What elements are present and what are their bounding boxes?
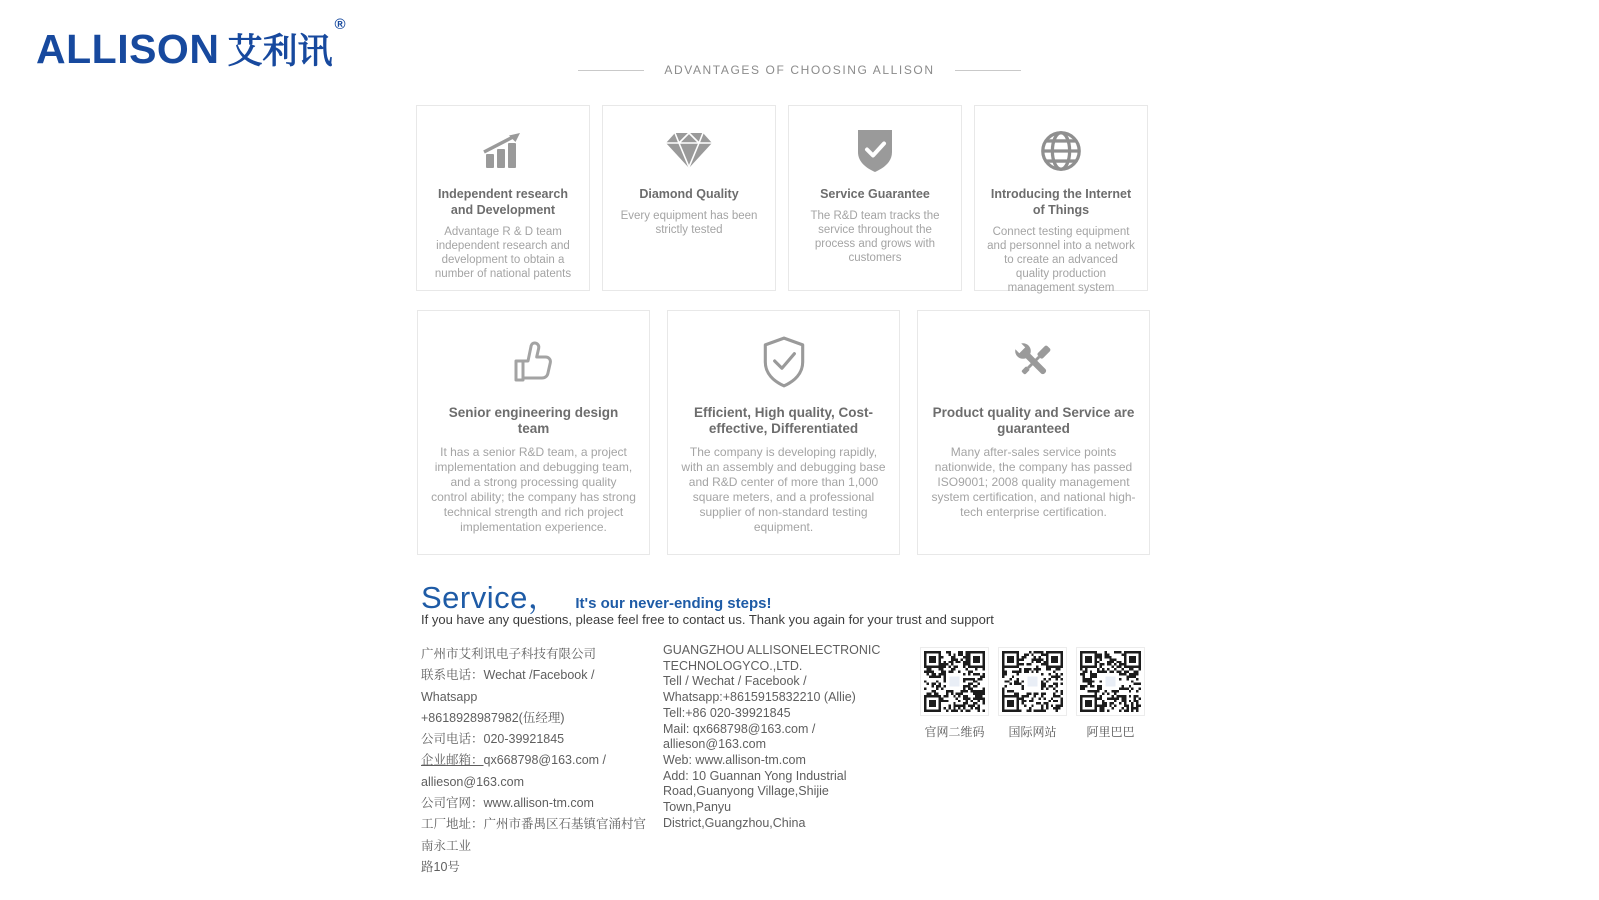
chart-growth-icon [417, 128, 589, 174]
card-title: Senior engineering design team [448, 405, 619, 436]
card-title: Diamond Quality [639, 187, 739, 201]
logo-text-zh: 艾利讯 [227, 32, 333, 71]
card-body: Advantage R & D team independent research and development to obtain a number of national patents [434, 226, 572, 280]
company-web-line [421, 793, 649, 814]
section-title: ADVANTAGES OF CHOOSING ALLISON [664, 63, 935, 77]
email-link-1[interactable]: qx668798@163.com / [483, 753, 607, 768]
contact-phone-line1: 联系电话：Wechat /Facebook / Whatsapp [421, 668, 595, 704]
qr-label: 阿里巴巴 [1086, 725, 1135, 739]
card-body: Many after-sales service points nationwide, the company has passed ISO9001; 2008 quality management system certification, and national high-tech enterprise certification. [931, 445, 1136, 519]
tel-line: Tell:+86 020-39921845 [663, 705, 791, 720]
qr-item-official-site [920, 647, 989, 740]
shield-check-filled-icon [789, 128, 961, 174]
card-title: Introducing the Internet of Things [990, 187, 1132, 217]
website-link[interactable]: www.allison-tm.com [483, 796, 594, 811]
qr-item-international-site [998, 647, 1067, 740]
service-subtitle: It's our never-ending steps! [575, 595, 772, 612]
contact-block-english [663, 643, 895, 831]
advantage-card-service [788, 105, 962, 291]
advantage-card-efficient [667, 310, 900, 555]
factory-address-line1: 工厂地址：广州市番禺区石基镇官涌村官南永工业 [421, 817, 647, 853]
qr-code-image [1076, 647, 1145, 716]
diamond-icon [603, 128, 775, 174]
company-name-en-line2: TECHNOLOGYCO.,LTD. [663, 658, 803, 673]
advantage-card-quality [602, 105, 776, 291]
qr-label: 官网二维码 [924, 725, 985, 739]
address-line3: District,Guangzhou,China [663, 815, 806, 830]
factory-address-line2: 路10号 [421, 859, 460, 874]
whatsapp-line: Whatsapp:+8615915832210 (Allie) [663, 690, 856, 705]
card-title: Service Guarantee [820, 187, 930, 201]
shield-check-outline-icon [668, 335, 899, 391]
heading-rule-right [955, 70, 1021, 71]
qr-code-image [998, 647, 1067, 716]
mail-line: Mail: qx668798@163.com / allieson@163.com [663, 721, 816, 752]
card-body: Connect testing equipment and personnel into a network to create an advanced quality production management system [987, 226, 1135, 294]
thumbs-up-icon [418, 335, 649, 391]
advantage-card-guarantee [917, 310, 1150, 555]
advantage-card-research [416, 105, 590, 291]
address-line1: Add: 10 Guannan Yong Industrial [663, 768, 847, 783]
logo-text-en: ALLISON [36, 26, 220, 72]
qr-item-alibaba [1076, 647, 1145, 740]
advantage-card-iot [974, 105, 1148, 294]
card-body: It has a senior R&D team, a project implementation and debugging team, and a strong processing quality control ability; the company has strong technical strength and rich project implementation experience. [431, 445, 636, 534]
web-label: 公司官网： [421, 796, 484, 811]
address-line2: Road,Guanyong Village,Shijie Town,Panyu [663, 784, 829, 815]
advantages-row-1 [416, 105, 1148, 294]
email-link-2[interactable]: allieson@163.com [421, 774, 525, 789]
qr-code-group [920, 647, 1145, 740]
contact-block-chinese [421, 644, 649, 878]
qr-code-image [920, 647, 989, 716]
registered-trademark-icon: ® [334, 16, 346, 33]
service-description: If you have any questions, please feel free to contact us. Thank you again for your trust and support [421, 612, 994, 627]
company-name-en-line1: GUANGZHOU ALLISONELECTRONIC [663, 643, 881, 657]
card-body: The company is developing rapidly, with an assembly and debugging base and R&D center of more than 1,000 square meters, and a professional supplier of non-standard testing equipment. [681, 445, 886, 534]
qr-label: 国际网站 [1008, 725, 1057, 739]
globe-icon [975, 128, 1147, 174]
web-line: Web: www.allison-tm.com [663, 752, 806, 767]
service-title: Service， [421, 580, 560, 615]
card-title: Efficient, High quality, Cost-effective, Differentiated [693, 405, 873, 436]
company-tel: 公司电话：020-39921845 [421, 732, 565, 747]
card-title: Independent research and Development [438, 187, 568, 217]
section-heading [0, 63, 1599, 77]
company-email-line [421, 750, 649, 771]
heading-rule-left [578, 70, 644, 71]
contact-channels-line: Tell / Wechat / Facebook / [663, 674, 807, 689]
card-title: Product quality and Service are guaranteed [932, 405, 1135, 436]
contact-phone-line2: +8618928987982(伍经理) [421, 710, 565, 725]
tools-icon [918, 335, 1149, 391]
advantages-row-2 [417, 310, 1150, 555]
email-label: 企业邮箱： [421, 753, 484, 768]
card-body: Every equipment has been strictly tested [620, 210, 758, 236]
advantage-card-team [417, 310, 650, 555]
card-body: The R&D team tracks the service throughout the process and grows with customers [810, 210, 940, 264]
company-name-cn: 广州市艾利讯电子科技有限公司 [421, 647, 597, 661]
service-heading [421, 572, 771, 617]
